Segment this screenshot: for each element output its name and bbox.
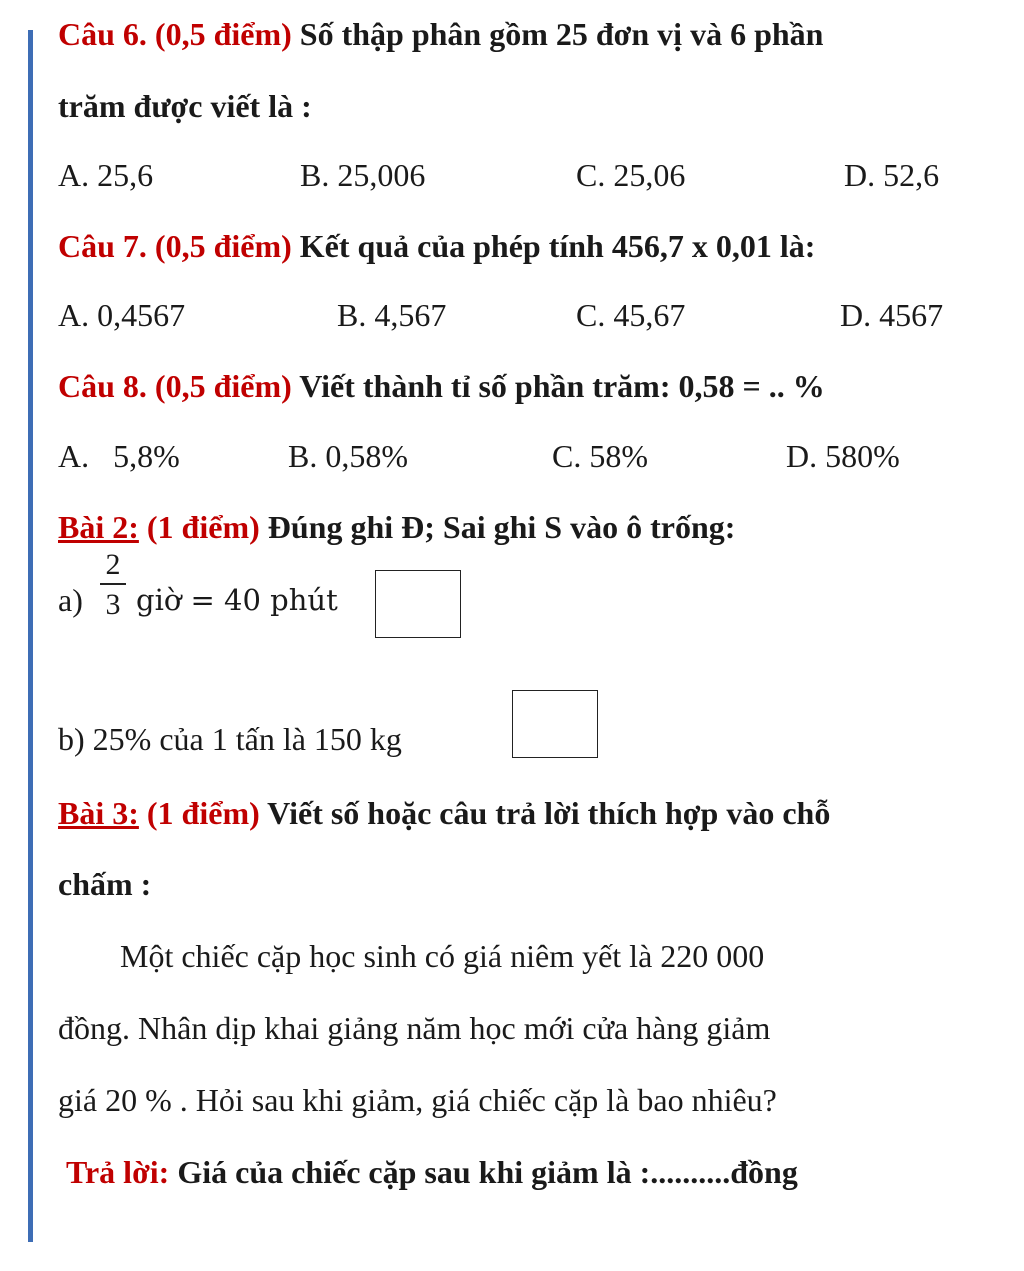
fraction-bar (100, 583, 126, 585)
bai3-label: Bài 3: (58, 795, 139, 831)
q7-option-b: B. 4,567 (337, 297, 447, 333)
q7-option-a: A. 0,4567 (58, 297, 186, 333)
q8-line (58, 366, 825, 406)
fraction-numerator: 2 (105, 548, 121, 581)
bai2-label: Bài 2: (58, 509, 139, 545)
q8-label: Câu 8. (0,5 điểm) (58, 368, 292, 404)
bai2-a-prefix: a) (58, 582, 83, 618)
q6-label: Câu 6. (0,5 điểm) (58, 16, 292, 52)
fraction-two-thirds (98, 548, 128, 628)
answer-box-b[interactable] (512, 690, 598, 758)
q7-option-d: D. 4567 (840, 297, 944, 333)
fraction-denominator: 3 (105, 588, 121, 621)
q8-option-b: B. 0,58% (288, 438, 408, 474)
q7-option-c: C. 45,67 (576, 297, 686, 333)
q6-text-1: Số thập phân gồm 25 đơn vị và 6 phần (291, 16, 824, 52)
bai3-paragraph-line-1: Một chiếc cặp học sinh có giá niêm yết là 220 000 (120, 938, 765, 974)
q7-label: Câu 7. (0,5 điểm) (58, 228, 292, 264)
q7-line (58, 226, 815, 266)
q8-option-c: C. 58% (552, 438, 648, 474)
answer-box-a[interactable] (375, 570, 461, 638)
bai3-points: (1 điểm) (138, 795, 260, 831)
bai2-heading (58, 507, 735, 547)
q8-option-a: A. 5,8% (58, 438, 180, 474)
bai2-a-text: giờ = 40 phút (136, 583, 338, 617)
q6-option-b: B. 25,006 (300, 157, 426, 193)
q7-text: Kết quả của phép tính 456,7 x 0,01 là: (291, 228, 816, 264)
bai3-paragraph-line-2: đồng. Nhân dịp khai giảng năm học mới cửa hàng giảm (58, 1010, 771, 1046)
bai2-text: Đúng ghi Đ; Sai ghi S vào ô trống: (259, 509, 736, 545)
bai2-points: (1 điểm) (138, 509, 260, 545)
q6-line-1 (58, 14, 823, 54)
bai3-heading (58, 793, 830, 833)
bai3-answer-line (66, 1152, 798, 1192)
q6-option-d: D. 52,6 (844, 157, 940, 193)
bai3-paragraph-line-3: giá 20 % . Hỏi sau khi giảm, giá chiếc cặp là bao nhiêu? (58, 1082, 777, 1118)
answer-text: Giá của chiếc cặp sau khi giảm là :..........đồng (169, 1154, 798, 1190)
left-margin-rule (28, 30, 33, 1242)
answer-label: Trả lời: (66, 1154, 170, 1190)
q6-option-a: A. 25,6 (58, 157, 154, 193)
q8-option-d: D. 580% (786, 438, 900, 474)
q6-option-c: C. 25,06 (576, 157, 686, 193)
bai3-text-2: chấm : (58, 866, 152, 902)
bai2-b-text: b) 25% của 1 tấn là 150 kg (58, 721, 402, 757)
q6-text-2: trăm được viết là : (58, 88, 312, 124)
bai3-text-1: Viết số hoặc câu trả lời thích hợp vào chỗ (259, 795, 831, 831)
q8-text: Viết thành tỉ số phần trăm: 0,58 = .. % (291, 368, 825, 404)
